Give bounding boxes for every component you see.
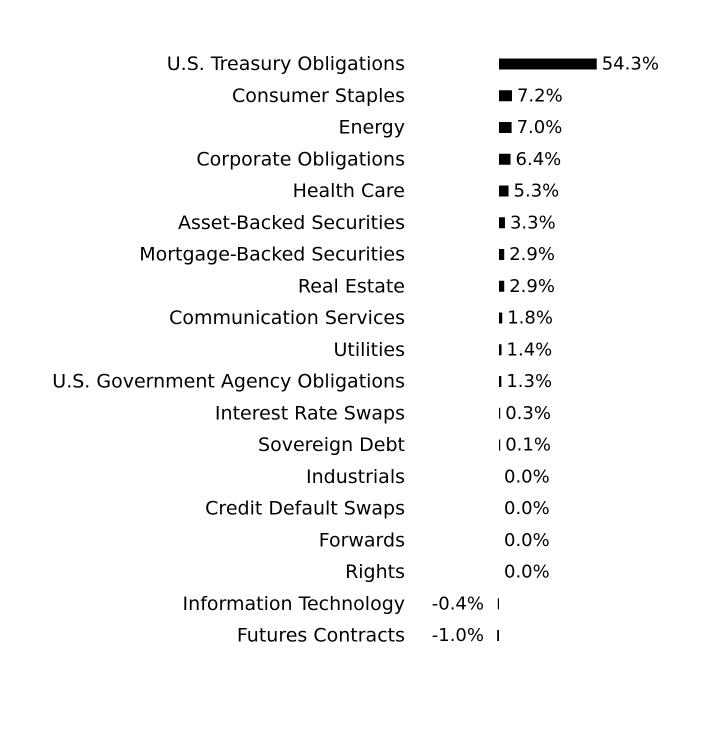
value-label-information-technology: -0.4% xyxy=(431,593,484,615)
value-label-industrials: 0.0% xyxy=(504,466,550,488)
value-label-rights: 0.0% xyxy=(504,561,550,583)
category-label-forwards: Forwards xyxy=(318,529,405,552)
bar-energy xyxy=(499,122,512,133)
category-label-mortgage-backed-securities: Mortgage-Backed Securities xyxy=(139,243,405,266)
category-label-corporate-obligations: Corporate Obligations xyxy=(196,148,405,171)
bar-real-estate xyxy=(499,281,504,292)
value-label-consumer-staples: 7.2% xyxy=(516,85,563,107)
category-labels xyxy=(52,53,405,647)
bar-health-care xyxy=(499,186,509,197)
value-label-utilities: 1.4% xyxy=(506,339,553,361)
value-label-futures-contracts: -1.0% xyxy=(431,625,484,646)
category-label-communication-services: Communication Services xyxy=(169,307,405,329)
category-label-real-estate: Real Estate xyxy=(297,275,405,298)
category-label-u-s-treasury-obligations: U.S. Treasury Obligations xyxy=(166,53,405,75)
value-label-sovereign-debt: 0.1% xyxy=(505,434,551,456)
bar-information-technology xyxy=(498,598,499,609)
category-label-u-s-government-agency-obligations: U.S. Government Agency Obligations xyxy=(52,370,405,393)
value-label-corporate-obligations: 6.4% xyxy=(515,148,562,170)
bar-sovereign-debt xyxy=(499,440,500,451)
category-label-futures-contracts: Futures Contracts xyxy=(236,624,405,647)
category-label-information-technology: Information Technology xyxy=(182,592,405,615)
category-label-asset-backed-securities: Asset-Backed Securities xyxy=(178,211,405,234)
bar-utilities xyxy=(499,344,502,355)
category-label-health-care: Health Care xyxy=(292,180,405,202)
category-label-interest-rate-swaps: Interest Rate Swaps xyxy=(214,402,405,425)
value-label-real-estate: 2.9% xyxy=(509,275,555,297)
category-label-industrials: Industrials xyxy=(305,465,405,488)
value-label-forwards: 0.0% xyxy=(504,529,550,551)
category-label-energy: Energy xyxy=(338,116,405,139)
bar-futures-contracts xyxy=(497,630,499,641)
bar-u-s-treasury-obligations xyxy=(499,59,597,70)
category-label-utilities: Utilities xyxy=(333,338,405,361)
bar-interest-rate-swaps xyxy=(499,408,500,419)
bar-corporate-obligations xyxy=(499,154,511,165)
value-label-health-care: 5.3% xyxy=(513,180,560,202)
value-labels xyxy=(432,54,659,647)
value-label-asset-backed-securities: 3.3% xyxy=(509,212,556,234)
value-label-interest-rate-swaps: 0.3% xyxy=(505,402,551,424)
category-label-credit-default-swaps: Credit Default Swaps xyxy=(205,497,405,520)
value-label-communication-services: 1.8% xyxy=(507,307,553,329)
bar-communication-services xyxy=(499,313,502,324)
value-label-u-s-government-agency-obligations: 1.3% xyxy=(506,371,553,392)
value-label-u-s-treasury-obligations: 54.3% xyxy=(601,53,659,75)
bar-asset-backed-securities xyxy=(499,217,505,228)
value-label-energy: 7.0% xyxy=(516,117,563,138)
category-label-consumer-staples: Consumer Staples xyxy=(231,84,405,107)
bar-consumer-staples xyxy=(499,90,512,101)
category-label-sovereign-debt: Sovereign Debt xyxy=(258,434,405,456)
value-label-mortgage-backed-securities: 2.9% xyxy=(509,244,555,265)
bar-mortgage-backed-securities xyxy=(499,249,504,260)
category-label-rights: Rights xyxy=(345,561,405,583)
value-label-credit-default-swaps: 0.0% xyxy=(504,498,550,519)
bar-u-s-government-agency-obligations xyxy=(499,376,501,387)
